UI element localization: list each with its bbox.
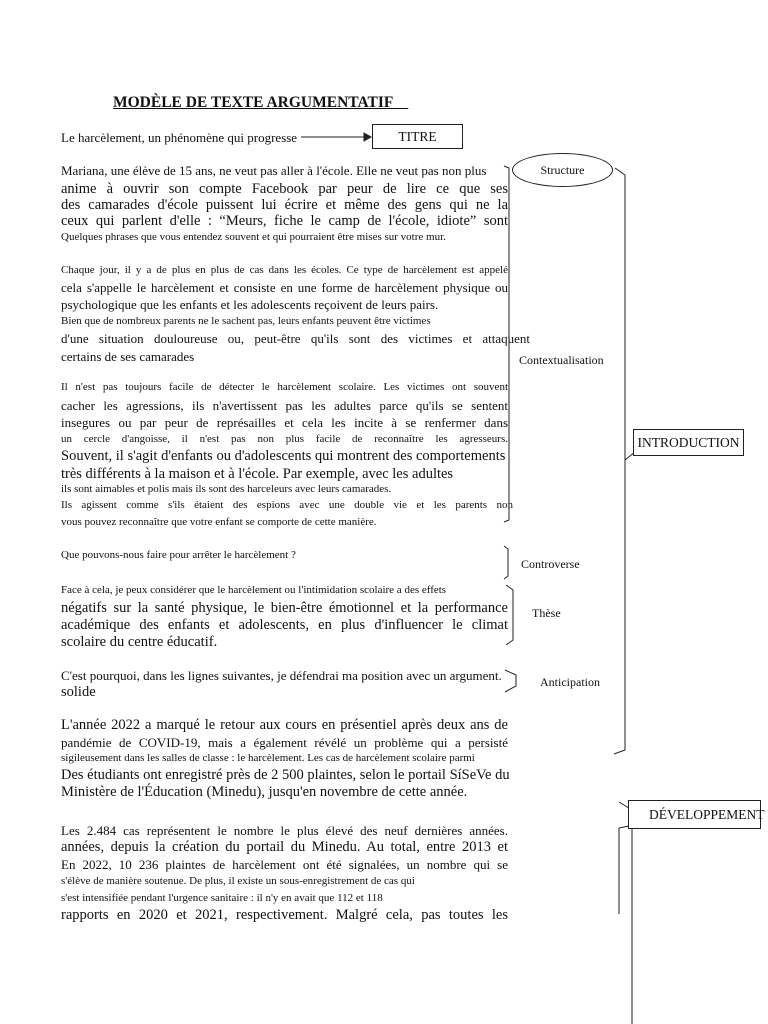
text-line: solide: [61, 684, 96, 700]
text-line: Il n'est pas toujours facile de détecter le harcèlement scolaire. Les victimes ont souvent: [61, 381, 508, 393]
text-line: très différents à la maison et à l'école. Par exemple, avec les adultes: [61, 466, 454, 482]
text-line: s'élève de manière soutenue. De plus, il existe un sous-enregistrement de cas qui: [61, 875, 415, 887]
titre-label-box: [372, 124, 463, 149]
titre-label: TITRE: [398, 128, 437, 144]
text-line: En 2022, 10 236 plaintes de harcèlement ont été signalées, un nombre qui se: [61, 857, 508, 872]
text-subtitle: Le harcèlement, un phénomène qui progresse: [61, 130, 298, 145]
developpement-label: DÉVELOPPEMENT: [649, 806, 765, 822]
text-line: négatifs sur la santé physique, le bien-être émotionnel et la performance: [61, 600, 508, 616]
text-controverse: Que pouvons-nous faire pour arrêter le harcèlement ?: [61, 549, 296, 561]
text-line: académique des enfants et adolescents, en plus d'influencer le climat: [61, 617, 508, 633]
text-line: scolaire du centre éducatif.: [61, 634, 218, 650]
text-line: L'année 2022 a marqué le retour aux cours en présentiel après deux ans de: [61, 717, 508, 733]
structure-ellipse: [512, 153, 613, 187]
text-line: Les 2.484 cas représentent le nombre le plus élevé des neuf dernières années.: [61, 823, 508, 838]
text-line: psychologique que les enfants et les adolescents reçoivent de leurs pairs.: [61, 297, 439, 312]
text-line: Bien que de nombreux parents ne le sachent pas, leurs enfants peuvent être victimes: [61, 315, 431, 327]
page-title: MODÈLE DE TEXTE ARGUMENTATIF: [113, 94, 409, 111]
text-line: s'est intensifiée pendant l'urgence sanitaire : il n'y en avait que 112 et 118: [61, 892, 383, 904]
introduction-label-box: [633, 429, 744, 456]
developpement-label-box: [628, 800, 765, 829]
text-line: pandémie de COVID-19, mais a également révélé un problème qui a persisté: [61, 735, 508, 750]
structure-label: Structure: [540, 162, 585, 177]
text-line: Des étudiants ont enregistré près de 2 500 plaintes, selon le portail SíSeVe du: [61, 767, 510, 783]
anticipation-label: Anticipation: [540, 675, 600, 689]
text-line: vous pouvez reconnaître que votre enfant se comporte de cette manière.: [61, 516, 377, 528]
text-line: cacher les agressions, ils n'avertissent pas les adultes parce qu'ils se sentent: [61, 398, 508, 413]
contextualisation-label: Contextualisation: [519, 353, 604, 367]
text-line: années, depuis la création du portail du Minedu. Au total, entre 2013 et: [61, 839, 508, 855]
introduction-label: INTRODUCTION: [637, 434, 740, 450]
text-line: rapports en 2020 et 2021, respectivement. Malgré cela, pas toutes les: [61, 907, 508, 923]
text-line: d'une situation douloureuse ou, peut-être qu'ils sont des victimes et attaquent: [61, 331, 530, 346]
text-line: insegures ou par peur de représailles et cela les incite à se renfermer dans: [61, 415, 508, 430]
these-label: Thèse: [532, 606, 561, 620]
text-line: certains de ses camarades: [61, 349, 195, 364]
text-line: ils sont aimables et polis mais ils sont des harceleurs avec leurs camarades.: [61, 483, 392, 495]
text-line: sigileusement dans les salles de classe : le harcèlement. Les cas de harcèlement scolaire parmi: [61, 752, 475, 764]
text-line: C'est pourquoi, dans les lignes suivantes, je défendrai ma position avec un argument.: [61, 668, 502, 683]
text-line: Ministère de l'Éducation (Minedu), jusqu'en novembre de cette année.: [61, 784, 468, 800]
text-line: anime à ouvrir son compte Facebook par peur de lire ce que ses: [61, 181, 508, 197]
text-line: Souvent, il s'agit d'enfants ou d'adolescents qui montrent des comportements: [61, 448, 506, 464]
text-line: Chaque jour, il y a de plus en plus de cas dans les écoles. Ce type de harcèlement est appelé: [61, 264, 508, 276]
text-line: Mariana, une élève de 15 ans, ne veut pas aller à l'école. Elle ne veut pas non plus: [61, 163, 487, 178]
controverse-label: Controverse: [521, 557, 580, 571]
text-line: ceux qui parlent d'elle : “Meurs, fiche le camp de l'école, idiote” sont: [61, 213, 508, 229]
text-line: Quelques phrases que vous entendez souvent et qui pourraient être mises sur votre mur.: [61, 231, 446, 243]
text-line: un cercle d'angoisse, il n'est pas non plus facile de reconnaître les agresseurs.: [61, 433, 508, 445]
text-line: Ils agissent comme s'ils étaient des espions avec une double vie et les parents non: [61, 499, 513, 511]
text-line: des camarades d'école puissent lui écrire et même des gens qui ne la: [61, 197, 508, 213]
text-line: cela s'appelle le harcèlement et consiste en une forme de harcèlement physique ou: [61, 280, 508, 295]
text-line: Face à cela, je peux considérer que le harcèlement ou l'intimidation scolaire a des effets: [61, 584, 447, 596]
